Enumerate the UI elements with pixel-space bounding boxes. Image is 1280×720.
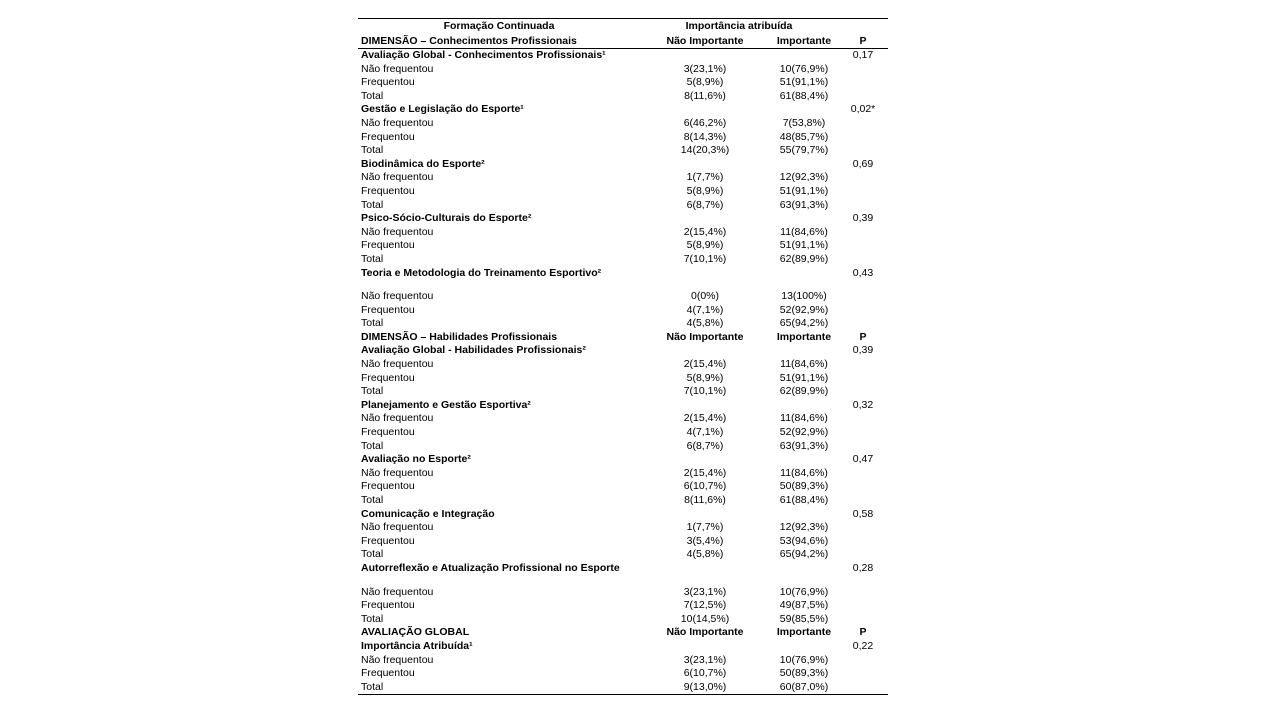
table-row	[358, 344, 888, 358]
header-group-formacao: Formação Continuada	[443, 20, 555, 32]
table-header-row-columns	[358, 34, 888, 49]
cell-important: 11(84,6%)	[780, 225, 828, 238]
cell-not-important: 3(23,1%)	[683, 585, 727, 598]
cell-important: 63(91,3%)	[779, 439, 829, 452]
table-row	[358, 440, 888, 454]
row-label: Comunicação e Integração	[361, 507, 495, 520]
cell-p-value: 0,28	[852, 561, 874, 574]
table-row	[358, 358, 888, 372]
cell-not-important	[640, 267, 770, 281]
cell-not-important: 6(10,7%)	[683, 480, 727, 493]
cell-not-important: 6(10,7%)	[683, 667, 727, 680]
cell-important: 12(92,3%)	[779, 171, 829, 184]
table-row	[358, 239, 888, 253]
header-col-p: P	[838, 34, 888, 49]
cell-p-value	[838, 239, 888, 253]
table-row	[358, 304, 888, 318]
row-label: Frequentou	[361, 239, 415, 252]
table-row	[358, 253, 888, 267]
cell-important: 52(92,9%)	[779, 426, 829, 439]
cell-p-value	[838, 290, 888, 304]
cell-p-value	[838, 535, 888, 549]
cell-not-important: 14(20,3%)	[680, 144, 730, 157]
cell-p-value: 0,02*	[850, 103, 876, 116]
table-row	[358, 535, 888, 549]
row-label: Total	[361, 317, 384, 330]
header-group-empty	[838, 19, 888, 34]
table-row	[358, 640, 888, 654]
row-label: Frequentou	[361, 184, 415, 197]
row-label: Total	[361, 680, 384, 693]
row-label: Frequentou	[361, 303, 415, 316]
cell-p-value: P	[859, 626, 867, 639]
cell-p-value	[838, 199, 888, 213]
cell-p-value	[838, 253, 888, 267]
cell-important: Importante	[776, 626, 832, 639]
table-row	[358, 385, 888, 399]
table-row	[358, 426, 888, 440]
row-label: Total	[361, 89, 384, 102]
table-row	[358, 599, 888, 613]
cell-important: 7(53,8%)	[782, 116, 826, 129]
row-label: Não frequentou	[361, 521, 434, 534]
cell-p-value	[838, 613, 888, 627]
cell-p-value	[838, 412, 888, 426]
row-label: Frequentou	[361, 76, 415, 89]
cell-not-important	[640, 344, 770, 358]
table-row	[358, 613, 888, 627]
cell-important: 48(85,7%)	[779, 130, 829, 143]
cell-important: 63(91,3%)	[779, 198, 829, 211]
row-label: Total	[361, 548, 384, 561]
cell-not-important: 4(7,1%)	[686, 426, 724, 439]
cell-not-important: 8(14,3%)	[683, 130, 727, 143]
cell-important: 59(85,5%)	[779, 612, 829, 625]
table-row	[358, 562, 888, 576]
cell-p-value	[838, 548, 888, 562]
row-label: Frequentou	[361, 130, 415, 143]
table-row	[358, 226, 888, 240]
row-label: Não frequentou	[361, 171, 434, 184]
table-row	[358, 521, 888, 535]
cell-important: 12(92,3%)	[779, 521, 829, 534]
cell-p-value	[838, 144, 888, 158]
row-label: Frequentou	[361, 599, 415, 612]
row-label: Total	[361, 612, 384, 625]
row-label: Frequentou	[361, 534, 415, 547]
cell-not-important: 7(10,1%)	[683, 252, 727, 265]
row-label: Avaliação Global - Conhecimentos Profissionais¹	[361, 49, 606, 61]
row-label: Avaliação no Esporte²	[361, 453, 471, 466]
cell-not-important: 8(11,6%)	[684, 89, 726, 102]
cell-p-value: 0,22	[852, 639, 874, 652]
row-label: AVALIAÇÃO GLOBAL	[361, 626, 470, 639]
cell-important: 10(76,9%)	[779, 585, 829, 598]
header-group-importancia: Importância atribuída	[685, 20, 793, 32]
cell-not-important: 10(14,5%)	[680, 612, 730, 625]
cell-not-important: 6(8,7%)	[686, 439, 724, 452]
table-row	[358, 131, 888, 145]
table-row	[358, 267, 888, 281]
cell-p-value	[838, 654, 888, 668]
table-header-row-groups	[358, 19, 888, 34]
table-row	[358, 290, 888, 304]
spacer-row	[358, 280, 888, 290]
cell-important: 51(91,1%)	[779, 239, 829, 252]
table-row	[358, 372, 888, 386]
cell-p-value	[838, 426, 888, 440]
table-row	[358, 586, 888, 600]
cell-important: 60(87,0%)	[779, 680, 829, 693]
cell-not-important: 2(15,4%)	[683, 412, 727, 425]
cell-p-value	[838, 185, 888, 199]
table-row	[358, 185, 888, 199]
cell-important	[770, 103, 838, 117]
table-row	[358, 331, 888, 345]
cell-p-value: 0,69	[852, 157, 874, 170]
table-row	[358, 158, 888, 172]
cell-important: 10(76,9%)	[779, 62, 829, 75]
cell-important: 53(94,6%)	[779, 534, 829, 547]
cell-not-important	[640, 640, 770, 654]
cell-not-important: 3(23,1%)	[683, 62, 727, 75]
cell-important: 11(84,6%)	[780, 466, 828, 479]
row-label: Frequentou	[361, 426, 415, 439]
cell-not-important: 0(0%)	[690, 290, 719, 303]
table-row	[358, 626, 888, 640]
row-label: Não frequentou	[361, 653, 434, 666]
cell-p-value	[838, 586, 888, 600]
cell-not-important	[640, 158, 770, 172]
cell-p-value	[838, 226, 888, 240]
row-label: Total	[361, 385, 384, 398]
cell-p-value	[838, 63, 888, 77]
row-label: Frequentou	[361, 667, 415, 680]
table-row	[358, 412, 888, 426]
cell-p-value	[838, 372, 888, 386]
row-label: Autorreflexão e Atualização Profissional no Esporte	[361, 561, 620, 574]
cell-important	[770, 212, 838, 226]
statistics-table	[358, 18, 888, 695]
cell-important: 61(88,4%)	[779, 494, 829, 506]
cell-not-important: 6(8,7%)	[686, 198, 724, 211]
row-label: Não frequentou	[361, 225, 434, 238]
table-row	[358, 212, 888, 226]
row-label: Biodinâmica do Esporte²	[361, 157, 485, 170]
row-label: Não frequentou	[361, 358, 434, 371]
row-label: Não frequentou	[361, 412, 434, 425]
spacer-cell	[358, 280, 888, 290]
cell-not-important: Não Importante	[666, 626, 744, 639]
cell-p-value: 0,32	[852, 398, 874, 411]
cell-p-value: 0,39	[852, 212, 874, 225]
cell-important	[770, 453, 838, 467]
cell-not-important: 8(11,6%)	[684, 494, 726, 506]
row-label: Psico-Sócio-Culturais do Esporte²	[361, 212, 532, 225]
cell-important: 13(100%)	[781, 290, 827, 303]
cell-not-important: 1(7,7%)	[686, 521, 724, 534]
cell-not-important: 5(8,9%)	[686, 184, 724, 197]
cell-not-important: 1(7,7%)	[686, 171, 724, 184]
cell-not-important	[640, 399, 770, 413]
header-col-dimension: DIMENSÃO – Conhecimentos Profissionais	[358, 34, 640, 49]
cell-important: 11(84,6%)	[780, 412, 828, 425]
cell-not-important: 2(15,4%)	[683, 225, 727, 238]
table-row	[358, 654, 888, 668]
cell-not-important: 5(8,9%)	[686, 76, 724, 89]
cell-important	[770, 640, 838, 654]
cell-not-important: 4(5,8%)	[686, 317, 724, 330]
row-label: Não frequentou	[361, 116, 434, 129]
cell-p-value	[838, 117, 888, 131]
row-label: Planejamento e Gestão Esportiva²	[361, 398, 531, 411]
cell-not-important: 6(46,2%)	[683, 116, 727, 129]
cell-important: 62(89,9%)	[779, 385, 829, 398]
cell-p-value	[838, 681, 888, 695]
cell-important: 50(89,3%)	[779, 480, 829, 493]
table-row	[358, 317, 888, 331]
cell-important: 51(91,1%)	[779, 76, 829, 89]
cell-p-value	[838, 317, 888, 331]
cell-p-value	[838, 304, 888, 318]
cell-not-important	[640, 212, 770, 226]
cell-p-value	[838, 667, 888, 681]
spacer-cell	[358, 576, 888, 586]
table-row	[358, 90, 888, 104]
cell-important: 55(79,7%)	[779, 144, 829, 157]
table-row	[358, 467, 888, 481]
cell-p-value	[838, 521, 888, 535]
cell-important	[770, 399, 838, 413]
table-row	[358, 494, 888, 508]
cell-important: Importante	[776, 330, 832, 343]
row-label: Total	[361, 439, 384, 452]
cell-important: 51(91,1%)	[779, 371, 829, 384]
row-label: Total	[361, 144, 384, 157]
cell-not-important	[640, 49, 770, 63]
cell-p-value: 0,43	[852, 266, 874, 279]
cell-important: 65(94,2%)	[779, 317, 829, 330]
table-row	[358, 480, 888, 494]
cell-p-value	[838, 90, 888, 104]
cell-p-value: 0,39	[852, 344, 874, 357]
cell-p-value	[838, 131, 888, 145]
table-row	[358, 117, 888, 131]
table-row	[358, 453, 888, 467]
cell-not-important	[640, 508, 770, 522]
cell-not-important	[640, 453, 770, 467]
table-row	[358, 667, 888, 681]
cell-not-important: 2(15,4%)	[683, 466, 727, 479]
row-label: DIMENSÃO – Habilidades Profissionais	[361, 330, 558, 343]
cell-p-value: 0,17	[852, 49, 874, 61]
cell-p-value: 0,58	[852, 507, 874, 520]
row-label: Total	[361, 494, 384, 506]
table-row	[358, 508, 888, 522]
table-row	[358, 76, 888, 90]
cell-p-value	[838, 494, 888, 508]
row-label: Frequentou	[361, 371, 415, 384]
cell-important: 10(76,9%)	[779, 653, 829, 666]
cell-not-important	[640, 562, 770, 576]
table-header	[358, 19, 888, 49]
row-label: Não frequentou	[361, 585, 434, 598]
table-row	[358, 49, 888, 63]
header-col-not-important: Não Importante	[640, 34, 770, 49]
cell-p-value	[838, 76, 888, 90]
cell-important: 52(92,9%)	[779, 303, 829, 316]
table-row	[358, 548, 888, 562]
cell-not-important: 4(7,1%)	[686, 303, 724, 316]
table-body	[358, 49, 888, 695]
cell-not-important: 7(10,1%)	[683, 385, 727, 398]
cell-not-important: 3(23,1%)	[683, 653, 727, 666]
row-label: Frequentou	[361, 480, 415, 493]
table-row	[358, 103, 888, 117]
paper-table-container	[358, 18, 888, 695]
cell-important	[770, 49, 838, 63]
cell-important	[770, 344, 838, 358]
table-row	[358, 199, 888, 213]
cell-p-value	[838, 385, 888, 399]
row-label: Avaliação Global - Habilidades Profissionais²	[361, 344, 586, 357]
cell-important	[770, 267, 838, 281]
cell-p-value	[838, 358, 888, 372]
row-label: Não frequentou	[361, 466, 434, 479]
cell-important	[770, 562, 838, 576]
header-col-important: Importante	[770, 34, 838, 49]
spacer-row	[358, 576, 888, 586]
cell-important	[770, 158, 838, 172]
cell-not-important: 2(15,4%)	[683, 358, 727, 371]
cell-important: 11(84,6%)	[780, 358, 828, 371]
table-row	[358, 144, 888, 158]
cell-not-important: 5(8,9%)	[686, 239, 724, 252]
cell-not-important: 5(8,9%)	[686, 371, 724, 384]
cell-p-value: 0,47	[852, 453, 874, 466]
cell-important: 49(87,5%)	[779, 599, 829, 612]
cell-p-value	[838, 480, 888, 494]
row-label: Importância Atribuída¹	[361, 639, 473, 652]
cell-important: 50(89,3%)	[779, 667, 829, 680]
row-label: Gestão e Legislação do Esporte¹	[361, 103, 524, 116]
row-label: Não frequentou	[361, 290, 434, 303]
cell-p-value: P	[859, 330, 867, 343]
cell-p-value	[838, 440, 888, 454]
cell-not-important: 3(5,4%)	[686, 534, 724, 547]
table-row	[358, 63, 888, 77]
cell-not-important: 4(5,8%)	[686, 548, 724, 561]
row-label: Não frequentou	[361, 62, 434, 75]
cell-important	[770, 508, 838, 522]
cell-important: 62(89,9%)	[779, 252, 829, 265]
row-label: Teoria e Metodologia do Treinamento Esportivo²	[361, 266, 602, 279]
cell-not-important: Não Importante	[666, 330, 744, 343]
cell-important: 65(94,2%)	[779, 548, 829, 561]
table-row	[358, 171, 888, 185]
cell-p-value	[838, 467, 888, 481]
cell-p-value	[838, 599, 888, 613]
cell-important: 51(91,1%)	[779, 184, 829, 197]
cell-not-important: 9(13,0%)	[683, 680, 727, 693]
row-label: Total	[361, 252, 384, 265]
cell-not-important	[640, 103, 770, 117]
cell-p-value	[838, 171, 888, 185]
row-label: Total	[361, 198, 384, 211]
table-row	[358, 681, 888, 695]
table-row	[358, 399, 888, 413]
cell-important: 61(88,4%)	[779, 89, 829, 102]
cell-not-important: 7(12,5%)	[683, 599, 727, 612]
